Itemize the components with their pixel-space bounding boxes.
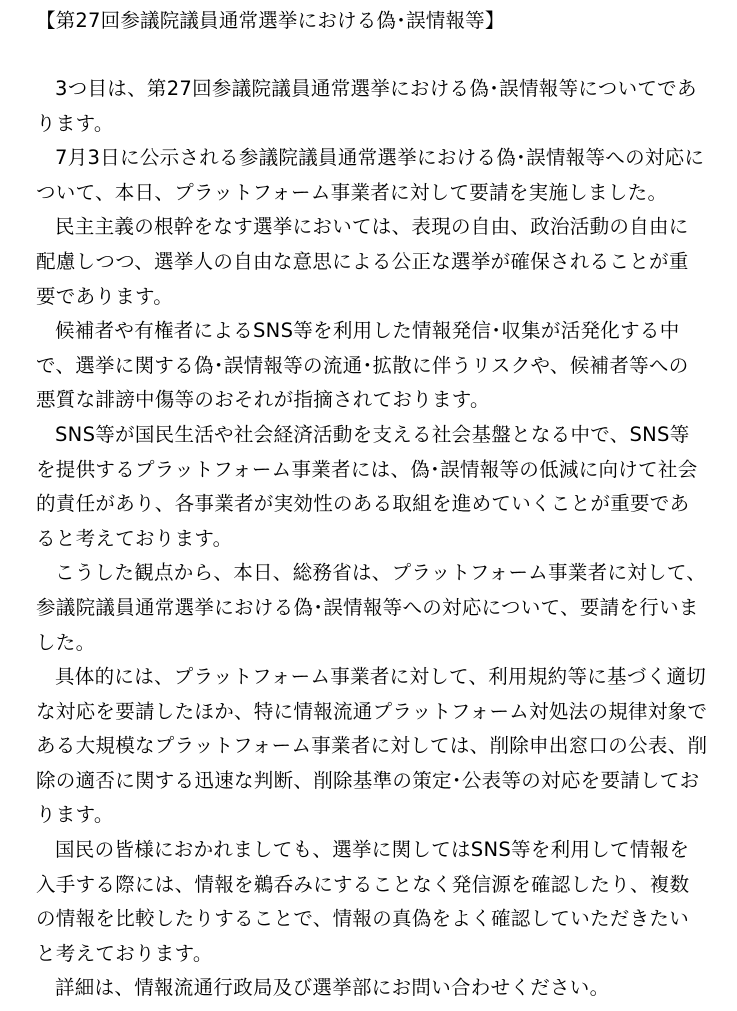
paragraph-5: SNS等が国民生活や社会経済活動を支える社会基盤となる中で、SNS等を提供するプラットフォーム事業者には、偽･誤情報等の低減に向けて社会的責任があり、各事業者が実効性のある取組を進めていくことが重要であると考えております。 [36, 422, 698, 550]
paragraph-1: 3つ目は、第27回参議院議員通常選挙における偽･誤情報等についてであります。 [36, 77, 697, 135]
paragraph-3: 民主主義の根幹をなす選挙においては、表現の自由、政治活動の自由に配慮しつつ、選挙人の自由な意思による公正な選挙が確保されることが重要であります。 [36, 215, 689, 308]
blank-line [36, 38, 708, 72]
paragraph-6: こうした観点から、本日、総務省は、プラットフォーム事業者に対して、参議院議員通常選挙における偽･誤情報等への対応について、要請を行いました。 [36, 561, 707, 654]
paragraph-8: 国民の皆様におかれましても、選挙に関してはSNS等を利用して情報を入手する際には、情報を鵜呑みにすることなく発信源を確認したり、複数の情報を比較したりすることで、情報の真偽をよく確認していただきたいと考えております。 [36, 838, 690, 965]
paragraph-4: 候補者や有権者によるSNS等を利用した情報発信･収集が活発化する中で、選挙に関する偽･誤情報等の流通･拡散に伴うリスクや、候補者等への悪質な誹謗中傷等のおそれが指摘されております。 [36, 319, 689, 412]
paragraph-7: 具体的には、プラットフォーム事業者に対して、利用規約等に基づく適切な対応を要請したほか、特に情報流通プラットフォーム対処法の規律対象である大規模なプラットフォーム事業者に対しては、削除申出窓口の公表、削除の適否に関する迅速な判断、削除基準の策定･公表等の対応を要請しております。 [36, 665, 708, 827]
section-title: 【第27回参議院議員通常選挙における偽･誤情報等】 [36, 9, 505, 32]
document-body [36, 4, 708, 1006]
paragraph-9: 詳細は、情報流通行政局及び選挙部にお問い合わせください。 [55, 976, 610, 1000]
paragraph-2: 7月3日に公示される参議院議員通常選挙における偽･誤情報等への対応について、本日、プラットフォーム事業者に対して要請を実施しました。 [36, 146, 705, 204]
